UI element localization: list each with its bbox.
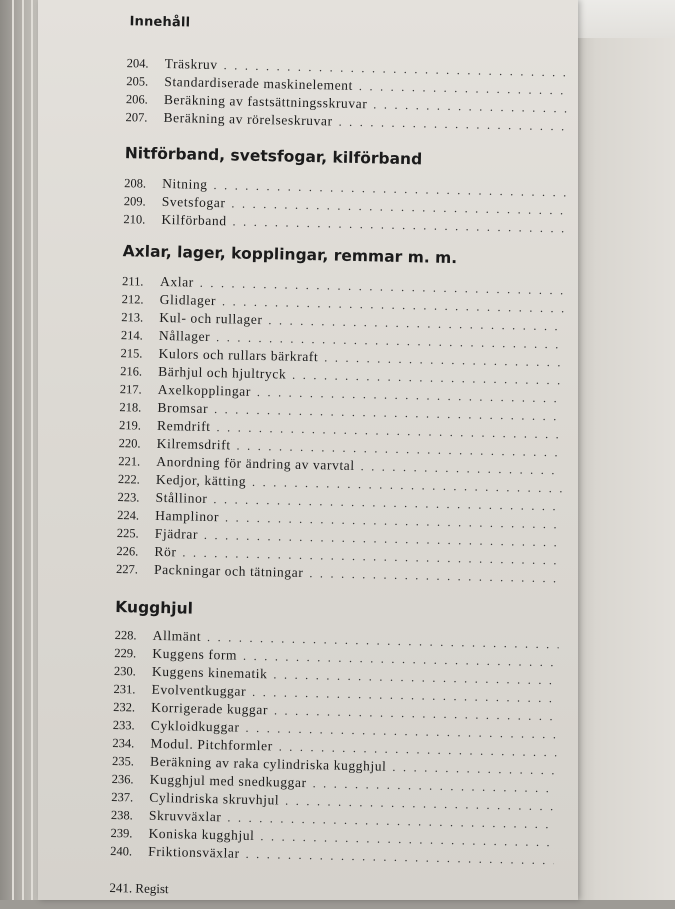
page-edge (31, 0, 33, 900)
entry-title: Anordning för ändring av varvtal (156, 453, 355, 474)
entry-number: 227. (115, 562, 139, 577)
entry-title: Kul- och rullager (159, 309, 263, 328)
entry-number: 225. (116, 526, 139, 541)
background-surface (575, 0, 675, 38)
entry-number: 216. (120, 364, 143, 379)
entry-number: 208. (124, 176, 147, 191)
entry-number: 211. (121, 274, 144, 289)
entry-title: Svetsfogar (161, 193, 226, 211)
entry-title: Packningar och tätningar (153, 561, 304, 580)
page-edge (12, 0, 14, 900)
background-surface (570, 0, 675, 900)
entry-title: Beräkning av raka cylindriska kugghjul (149, 753, 387, 774)
page-edge (22, 0, 24, 900)
entry-title: Remdrift (156, 417, 211, 434)
entry-title: Standardiserade maskinelement (164, 73, 354, 93)
dot-leader (338, 113, 569, 136)
entry-title: Glidlager (159, 291, 217, 309)
entry-title: Kuggens form (152, 645, 238, 663)
entry-number: 210. (123, 212, 146, 227)
entry-title: Axelkopplingar (157, 381, 252, 399)
entry-title: Modul. Pitchformler (150, 735, 273, 754)
entry-number: 240. (110, 843, 133, 859)
entry-number: 232. (113, 700, 136, 715)
entry-number: 234. (112, 736, 135, 751)
entry-number: 222. (117, 472, 140, 487)
entry-title: Korrigerade kuggar (151, 699, 269, 718)
entry-number: 212. (121, 292, 144, 307)
entry-number: 209. (123, 194, 146, 209)
entry-title: Beräkning av fastsättningsskruvar (163, 91, 368, 112)
entry-number: 226. (116, 544, 139, 559)
section-title: Nitförband, svetsfogar, kilförband (124, 144, 423, 169)
entry-title: Kedjor, kätting (155, 471, 247, 489)
entry-title: Träskruv (164, 55, 218, 73)
entry-title: Fjädrar (154, 525, 199, 542)
entry-number: 207. (125, 110, 148, 125)
entry-title: Kilförband (161, 211, 227, 229)
entry-title: Cykloidkuggar (150, 717, 240, 735)
entry-title: Nållager (158, 327, 211, 344)
entry-title: Rör (154, 543, 177, 560)
entry-number: 230. (113, 664, 136, 679)
entry-title: Stållinor (155, 489, 208, 506)
entry-title: Kulors och rullars bärkraft (158, 345, 319, 365)
entry-title: Kugghjul med snedkuggar (149, 771, 307, 791)
page-header: Innehåll (129, 14, 191, 31)
entry-number: 233. (112, 718, 135, 733)
entry-number: 223. (117, 490, 140, 505)
table-of-contents (101, 0, 580, 909)
dot-leader (309, 564, 560, 587)
entry-number: 205. (126, 74, 149, 89)
entry-number: 239. (110, 825, 133, 841)
entry-number: 236. (111, 771, 134, 787)
entry-number: 215. (120, 346, 143, 361)
entry-number: 231. (113, 682, 136, 697)
entry-number: 221. (118, 454, 141, 469)
entry-number: 224. (117, 508, 140, 523)
entry-number: 237. (111, 789, 134, 805)
entry-title: Skruvväxlar (148, 807, 222, 825)
entry-title: Nitning (162, 175, 208, 192)
entry-number: 218. (119, 400, 142, 415)
entry-number: 204. (126, 56, 149, 71)
entry-title: Kuggens kinematik (151, 663, 268, 682)
entry-number: 235. (111, 754, 135, 769)
entry-title: Evolventkuggar (151, 681, 247, 699)
entry-title: Hamplinor (155, 507, 220, 525)
entry-title: Friktionsväxlar (148, 843, 240, 861)
section-title: Kugghjul (115, 598, 194, 618)
entry-number: 238. (110, 807, 133, 823)
entry-title: Kilremsdrift (156, 435, 231, 453)
entry-number: 228. (114, 628, 137, 643)
entry-title: Axlar (159, 273, 195, 290)
entry-number: 214. (120, 328, 143, 343)
entry-number: 217. (119, 382, 142, 397)
entry-title: Koniska kugghjul (148, 825, 255, 843)
entry-number: 219. (118, 418, 142, 433)
section-title: Axlar, lager, kopplingar, remmar m. m. (122, 242, 458, 268)
entry-title: Cylindriska skruvhjul (149, 789, 280, 808)
entry-number: 220. (118, 436, 141, 451)
entry-number: 213. (121, 310, 144, 325)
entry-number: 229. (114, 646, 137, 661)
entry-title: Beräkning av rörelseskruvar (163, 109, 333, 129)
left-page-stack (0, 0, 42, 900)
entry-title: Bärhjul och hjultryck (158, 363, 287, 382)
partial-entry: 241. Regist (109, 879, 169, 897)
entry-title: Allmänt (152, 627, 202, 644)
entry-number: 206. (125, 92, 148, 107)
entry-title: Bromsar (157, 399, 209, 416)
